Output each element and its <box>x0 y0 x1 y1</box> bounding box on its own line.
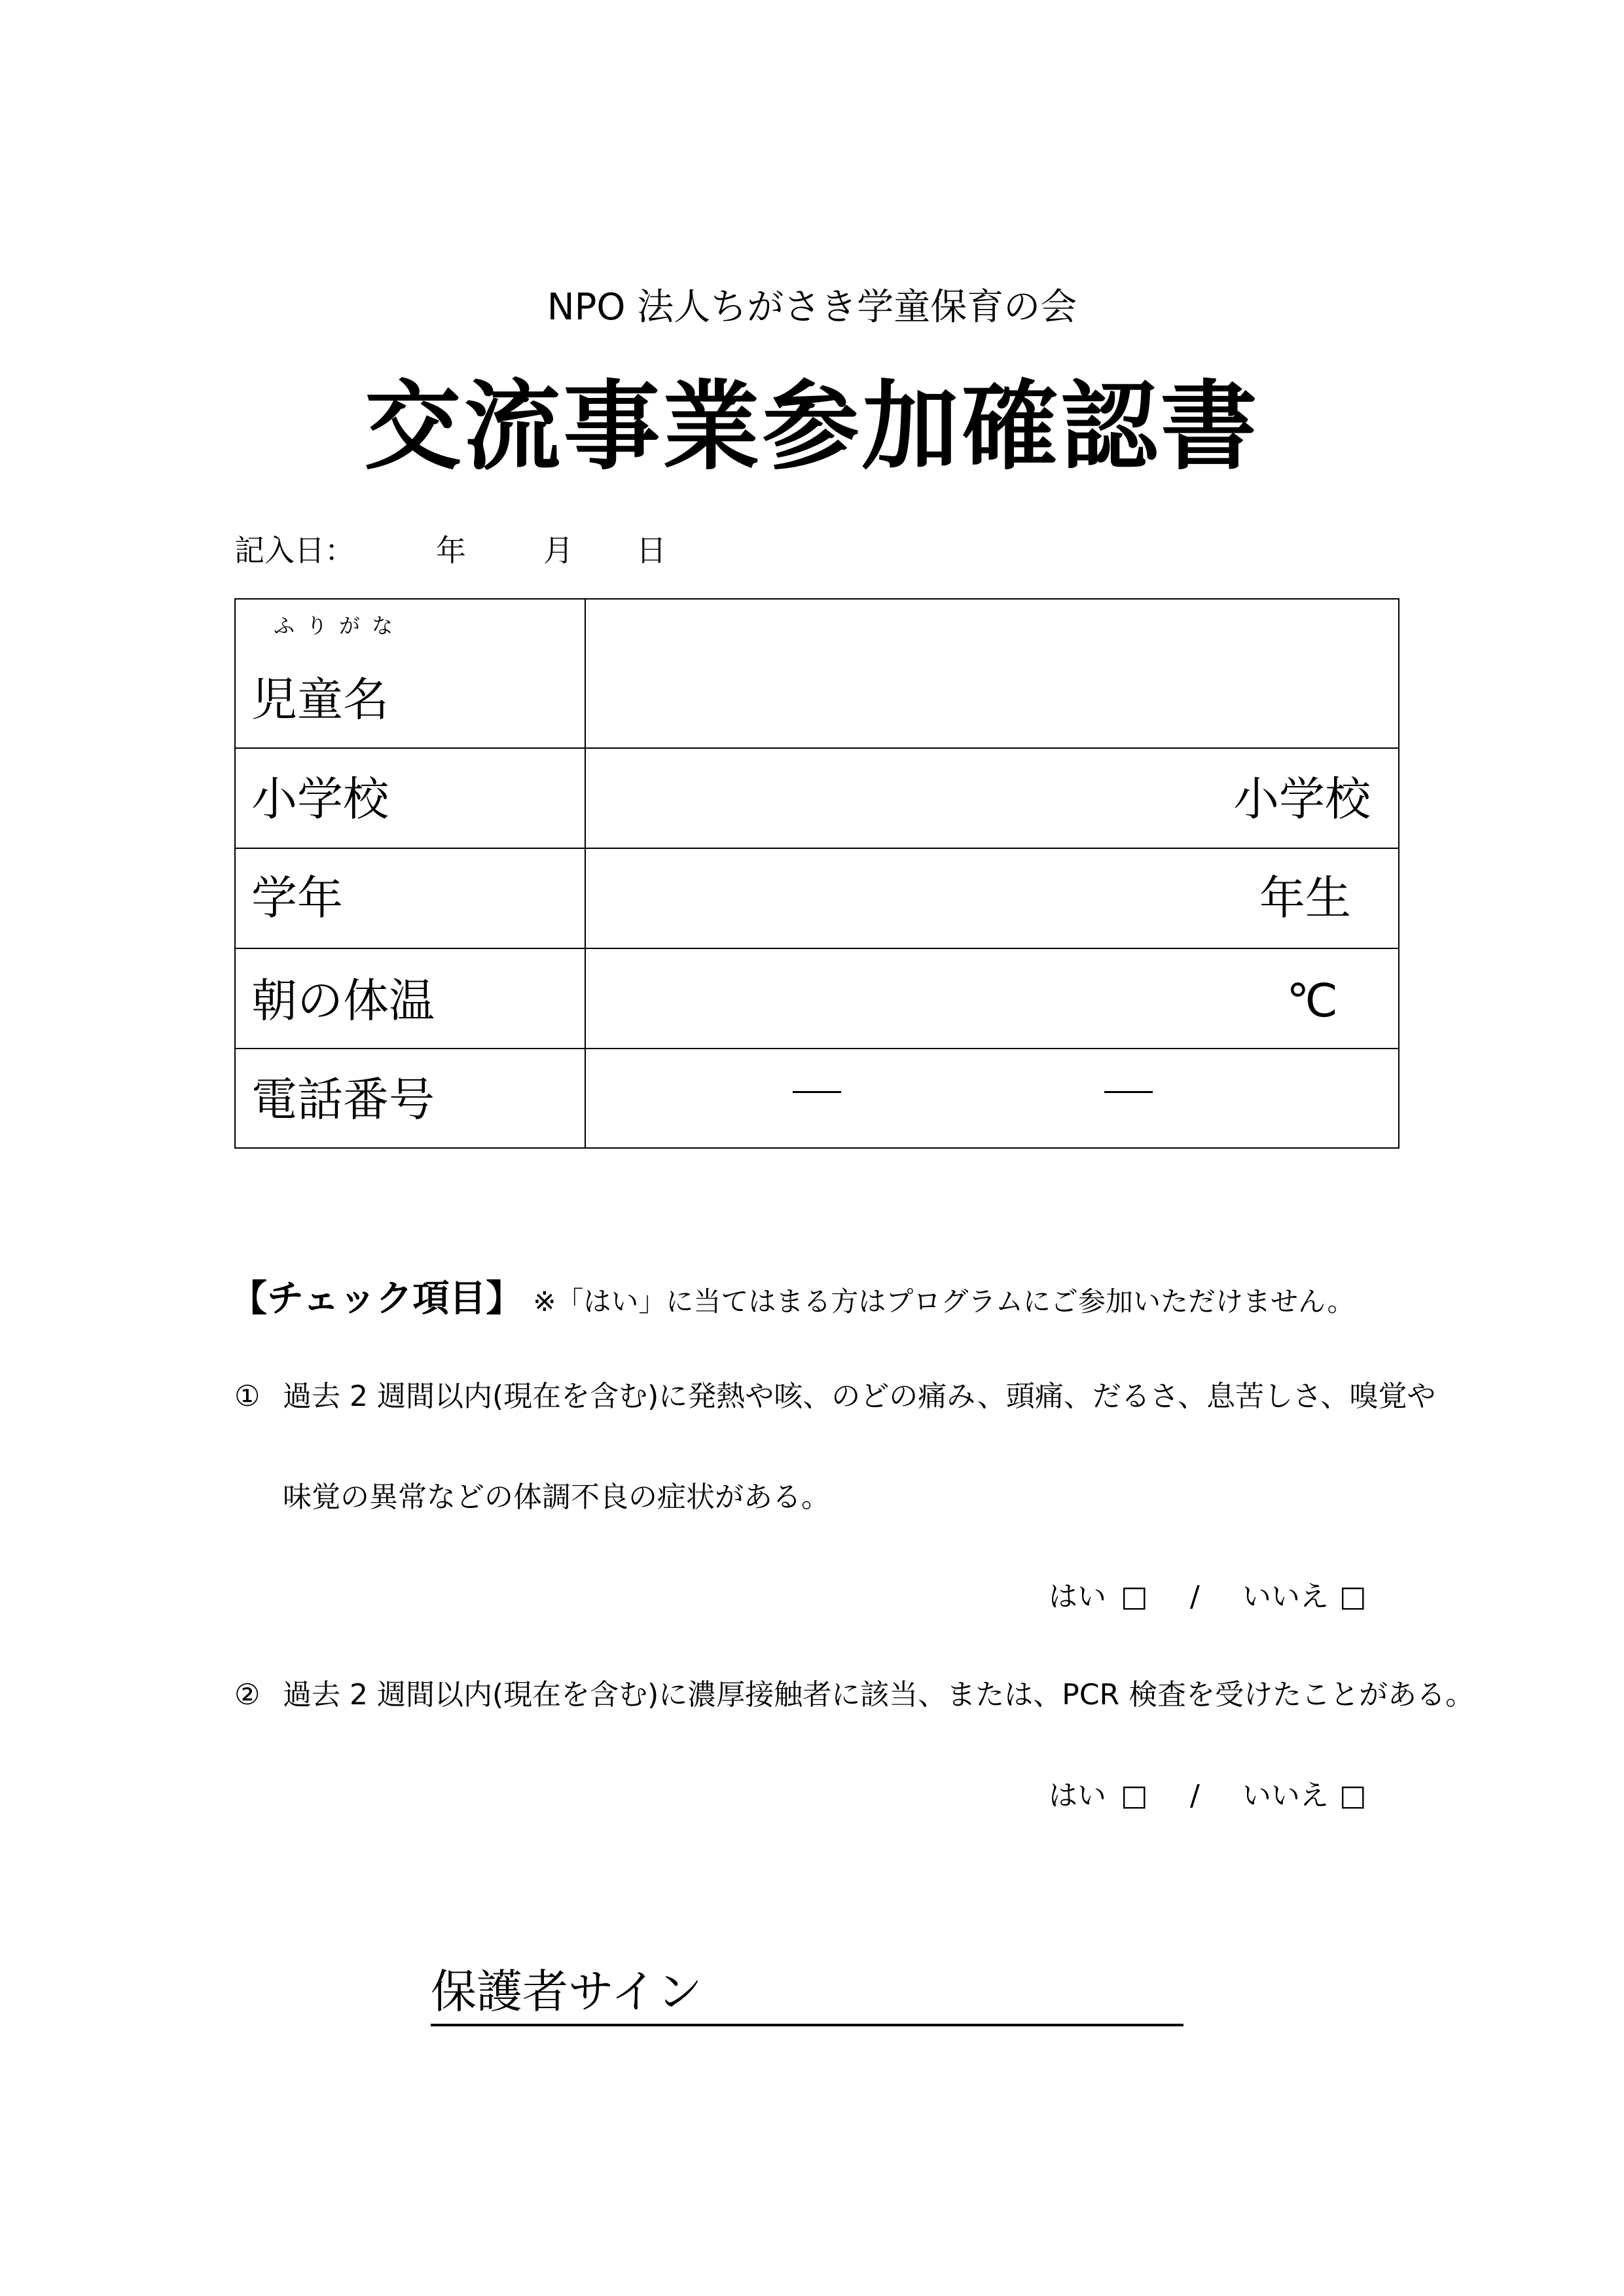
phone-field[interactable] <box>585 1049 1399 1148</box>
entry-date-label: 記入日： <box>234 533 355 568</box>
table-row-child-name <box>235 599 1399 748</box>
grade-unit: 年生 <box>1259 871 1351 925</box>
check-item-2-number: ② <box>234 1678 261 1712</box>
grade-label: 学年 <box>251 871 343 925</box>
child-name-label-cell <box>235 599 585 748</box>
check-item-2-no-checkbox[interactable]: □ <box>1339 1779 1367 1812</box>
check-item-1-no-checkbox[interactable]: □ <box>1339 1580 1367 1613</box>
guardian-signature-label: 保護者サイン <box>431 1965 703 2018</box>
entry-date-year: 年 <box>436 533 466 568</box>
check-item-1-text-line1: 過去 2 週間以内(現在を含む)に発熱や咳、のどの痛み、頭痛、だるさ、息苦しさ、嗅覚や <box>283 1380 1436 1413</box>
table-row-phone <box>235 1049 1399 1148</box>
table-row-school <box>235 748 1399 848</box>
check-item-1-yes-label: はい <box>1049 1580 1106 1613</box>
temperature-field[interactable] <box>585 948 1399 1049</box>
school-label: 小学校 <box>251 772 389 826</box>
check-item-1-no-label: いいえ <box>1242 1580 1329 1613</box>
furigana-label: ふりがな <box>274 613 405 638</box>
table-row-grade <box>235 848 1399 948</box>
school-field[interactable] <box>585 748 1399 848</box>
check-items-heading <box>230 1278 1355 1320</box>
child-info-table <box>234 598 1399 1149</box>
document-title: 交流事業参加確認書 <box>364 370 1260 483</box>
check-item-2-yes-checkbox[interactable]: □ <box>1121 1779 1148 1812</box>
guardian-signature-line[interactable] <box>431 2024 1183 2026</box>
temperature-unit: ℃ <box>1286 974 1338 1028</box>
check-item-1-separator: / <box>1190 1580 1200 1613</box>
organization-name: NPO 法人ちがさき学童保育の会 <box>547 286 1077 329</box>
phone-separator-dash <box>793 1091 841 1093</box>
check-items-note: ※「はい」に当てはまる方はプログラムにご参加いただけません。 <box>533 1285 1355 1318</box>
check-item-2-yes-label: はい <box>1049 1779 1106 1812</box>
child-name-label: 児童名 <box>251 673 389 726</box>
check-item-2-no-label: いいえ <box>1242 1779 1329 1812</box>
temperature-label-cell <box>235 948 585 1049</box>
check-item-1-yes-checkbox[interactable]: □ <box>1121 1580 1148 1613</box>
phone-separator-dash <box>1104 1091 1153 1093</box>
phone-label: 電話番号 <box>251 1073 435 1126</box>
check-item-1-text-line2: 味覚の異常などの体調不良の症状がある。 <box>283 1480 830 1514</box>
grade-field[interactable] <box>585 848 1399 948</box>
school-unit: 小学校 <box>1233 772 1371 826</box>
entry-date-day: 日 <box>636 533 666 568</box>
grade-label-cell <box>235 848 585 948</box>
school-label-cell <box>235 748 585 848</box>
phone-label-cell <box>235 1049 585 1148</box>
check-items-title: 【チェック項目】 <box>230 1278 523 1320</box>
check-item-2-separator: / <box>1190 1779 1200 1812</box>
check-item-1-number: ① <box>234 1380 261 1413</box>
table-row-temperature <box>235 948 1399 1049</box>
child-name-field[interactable] <box>585 599 1399 748</box>
temperature-label: 朝の体温 <box>251 974 435 1028</box>
entry-date-month: 月 <box>543 533 573 568</box>
check-item-2-text: 過去 2 週間以内(現在を含む)に濃厚接触者に該当、または、PCR 検査を受けたことがある。 <box>283 1678 1475 1712</box>
